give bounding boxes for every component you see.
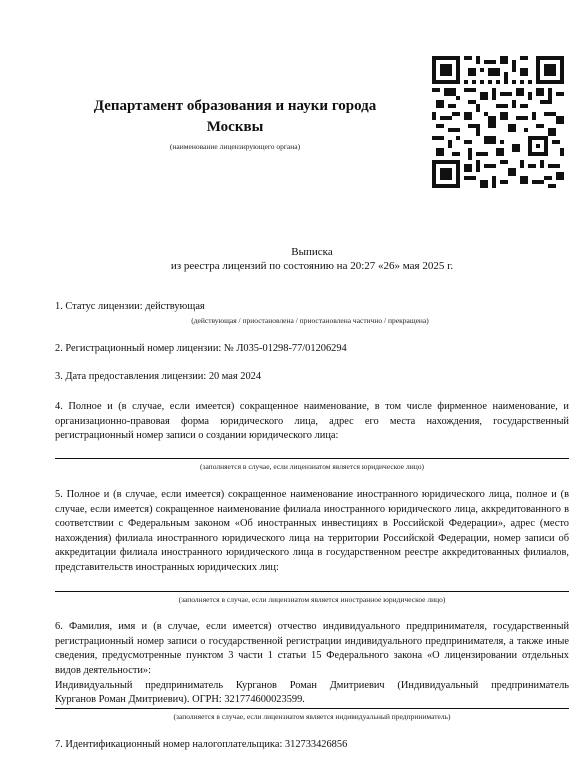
- entrepreneur-fill-line: [55, 708, 569, 709]
- foreign-entity-caption: (заполняется в случае, если лицензиатом является иностранное юридическое лицо): [178, 595, 446, 604]
- extract-title: Выписка: [291, 246, 333, 258]
- legal-entity-fill-line: [55, 458, 569, 459]
- licensing-authority-line1: Департамент образования и науки города: [93, 98, 377, 114]
- taxpayer-id: 7. Идентификационный номер налогоплательщика: 312733426856: [55, 739, 348, 750]
- foreign-entity-info: 5. Полное и (в случае, если имеется) сокращенное наименование иностранного юридического лица, полное и (в случае, если имеется) сокращенное наименование филиала иностранного юридического лица, аккредитованного в соответствии с Федеральным законом «Об иностранных инвестициях в Российской Федерации», адрес (место нахождения) филиала иностранного юридического лица на территории Российской Федерации, номер записи об аккредитации филиала иностранного юридического лица в государственном реестре аккредитованных филиалов, представительств иностранных юридических лиц:: [55, 489, 569, 573]
- qr-code-icon: [432, 56, 564, 188]
- extract-subtitle: из реестра лицензий по состоянию на 20:27 «26» мая 2025 г.: [170, 260, 454, 272]
- licensing-authority-line2: Москвы: [206, 119, 264, 135]
- entrepreneur-caption: (заполняется в случае, если лицензиатом является индивидуальный предприниматель): [173, 712, 451, 721]
- legal-entity-caption: (заполняется в случае, если лицензиатом является юридическое лицо): [199, 462, 424, 471]
- entrepreneur-info: 6. Фамилия, имя и (в случае, если имеется) отчество индивидуального предпринимателя, государственный регистрационный номер записи о государственной регистрации индивидуального предпринимателя, а также иные сведения, предусмотренные пунктом 3 части 1 статьи 15 Федерального закона «О лицензировании отдельных видов деятельности»:: [55, 621, 569, 676]
- foreign-entity-fill-line: [55, 591, 569, 592]
- license-status-caption: (действующая / приостановлена / приостановлена частично / прекращена): [191, 316, 429, 325]
- license-date: 3. Дата предоставления лицензии: 20 мая 2024: [55, 371, 262, 382]
- entrepreneur-value-line1: Индивидуальный предприниматель Курганов Роман Дмитриевич (Индивидуальный предприниматель: [55, 680, 569, 691]
- license-number: 2. Регистрационный номер лицензии: № Л035-01298-77/01206294: [55, 343, 347, 354]
- legal-entity-info: 4. Полное и (в случае, если имеется) сокращенное наименование, в том числе фирменное наименование, и организационно-правовая форма юридического лица, адрес его места нахождения, государственный регистрационный номер записи о создании юридического лица:: [55, 401, 569, 442]
- licensing-authority-caption: (наименование лицензирующего органа): [169, 142, 301, 151]
- license-status: 1. Статус лицензии: действующая: [55, 301, 205, 312]
- licensing-authority-title: [70, 96, 400, 138]
- entrepreneur-value-line2: Курганов Роман Дмитриевич). ОГРН: 321774600023599.: [55, 694, 305, 705]
